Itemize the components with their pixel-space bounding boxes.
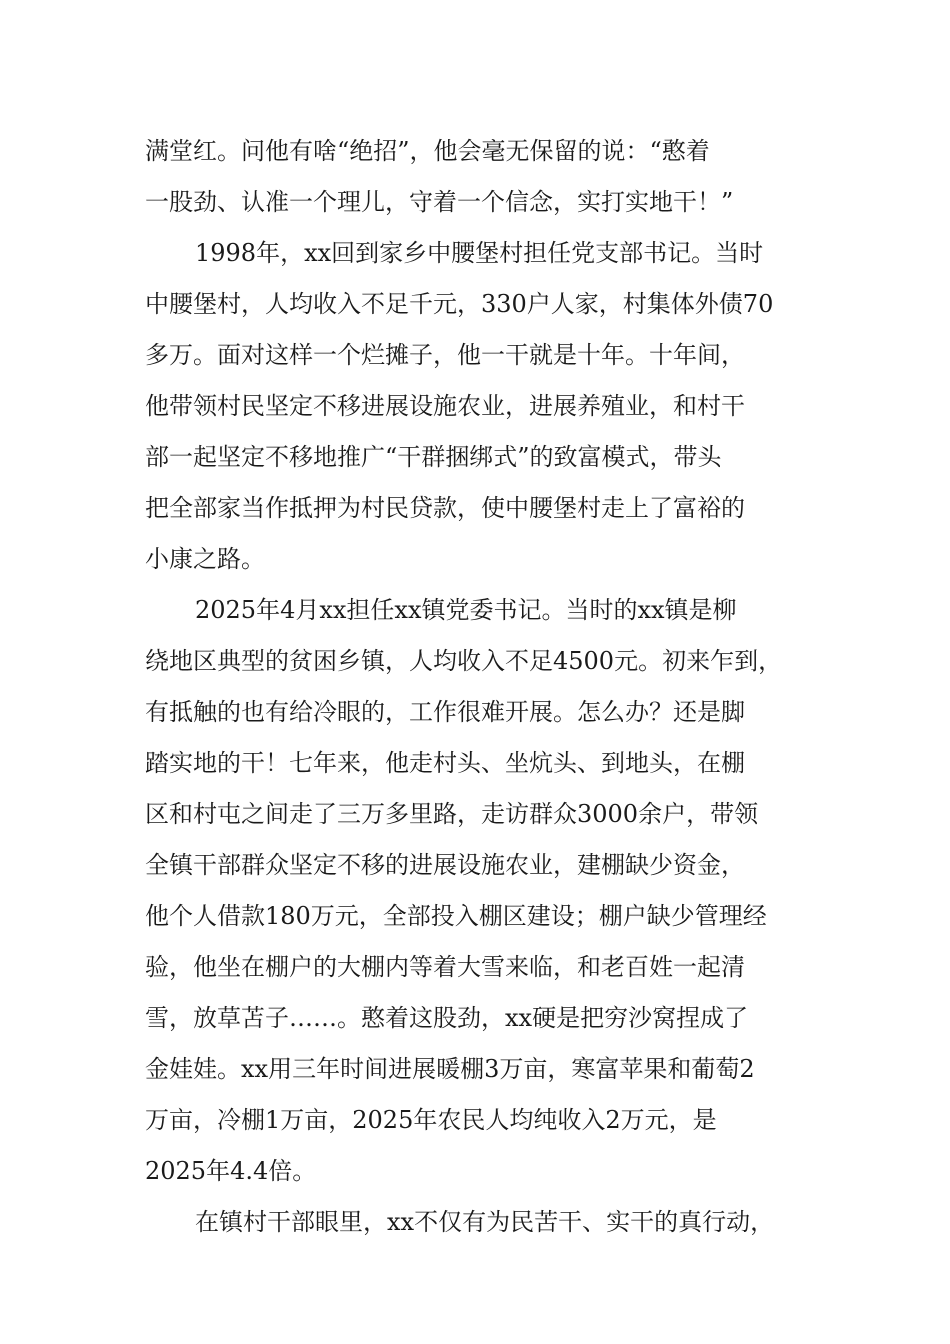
text-line: 他个人借款180万元，全部投入棚区建设；棚户缺少管理经: [145, 902, 767, 930]
text-line: 部一起坚定不移地推广“干群捆绑式”的致富模式，带头: [145, 443, 722, 471]
text-line: 2025年4月xx担任xx镇党委书记。当时的xx镇是柳: [195, 596, 737, 624]
text-line: 万亩，冷棚1万亩，2025年农民人均纯收入2万元，是: [145, 1106, 717, 1134]
text-line: 2025年4.4倍。: [145, 1157, 317, 1185]
text-line: 雪，放草苫子……。憨着这股劲，xx硬是把穷沙窝捏成了: [145, 1004, 749, 1032]
text-line: 1998年，xx回到家乡中腰堡村担任党支部书记。当时: [195, 239, 764, 267]
text-line: 绕地区典型的贫困乡镇，人均收入不足4500元。初来乍到，: [145, 647, 783, 675]
text-line: 金娃娃。xx用三年时间进展暖棚3万亩，寒富苹果和葡萄2: [145, 1055, 755, 1083]
document-body: [145, 126, 820, 1248]
text-line: 中腰堡村，人均收入不足千元，330户人家，村集体外债70: [145, 290, 774, 318]
text-line: 小康之路。: [145, 545, 265, 573]
text-line: 验，他坐在棚户的大棚内等着大雪来临，和老百姓一起清: [145, 953, 745, 981]
text-line: 踏实地的干！七年来，他走村头、坐炕头、到地头，在棚: [145, 749, 745, 777]
text-line: 全镇干部群众坚定不移的进展设施农业，建棚缺少资金，: [145, 851, 745, 879]
text-line: 在镇村干部眼里，xx不仅有为民苦干、实干的真行动，: [195, 1208, 775, 1236]
text-line: 一股劲、认准一个理儿，守着一个信念，实打实地干！”: [145, 188, 734, 216]
text-line: 他带领村民坚定不移进展设施农业，进展养殖业，和村干: [145, 392, 745, 420]
text-line: 把全部家当作抵押为村民贷款，使中腰堡村走上了富裕的: [145, 494, 745, 522]
text-line: 满堂红。问他有啥“绝招”，他会毫无保留的说：“憨着: [145, 137, 710, 165]
text-line: 区和村屯之间走了三万多里路，走访群众3000余户，带领: [145, 800, 759, 828]
text-line: 多万。面对这样一个烂摊子，他一干就是十年。十年间，: [145, 341, 745, 369]
text-line: 有抵触的也有给冷眼的，工作很难开展。怎么办？还是脚: [145, 698, 745, 726]
